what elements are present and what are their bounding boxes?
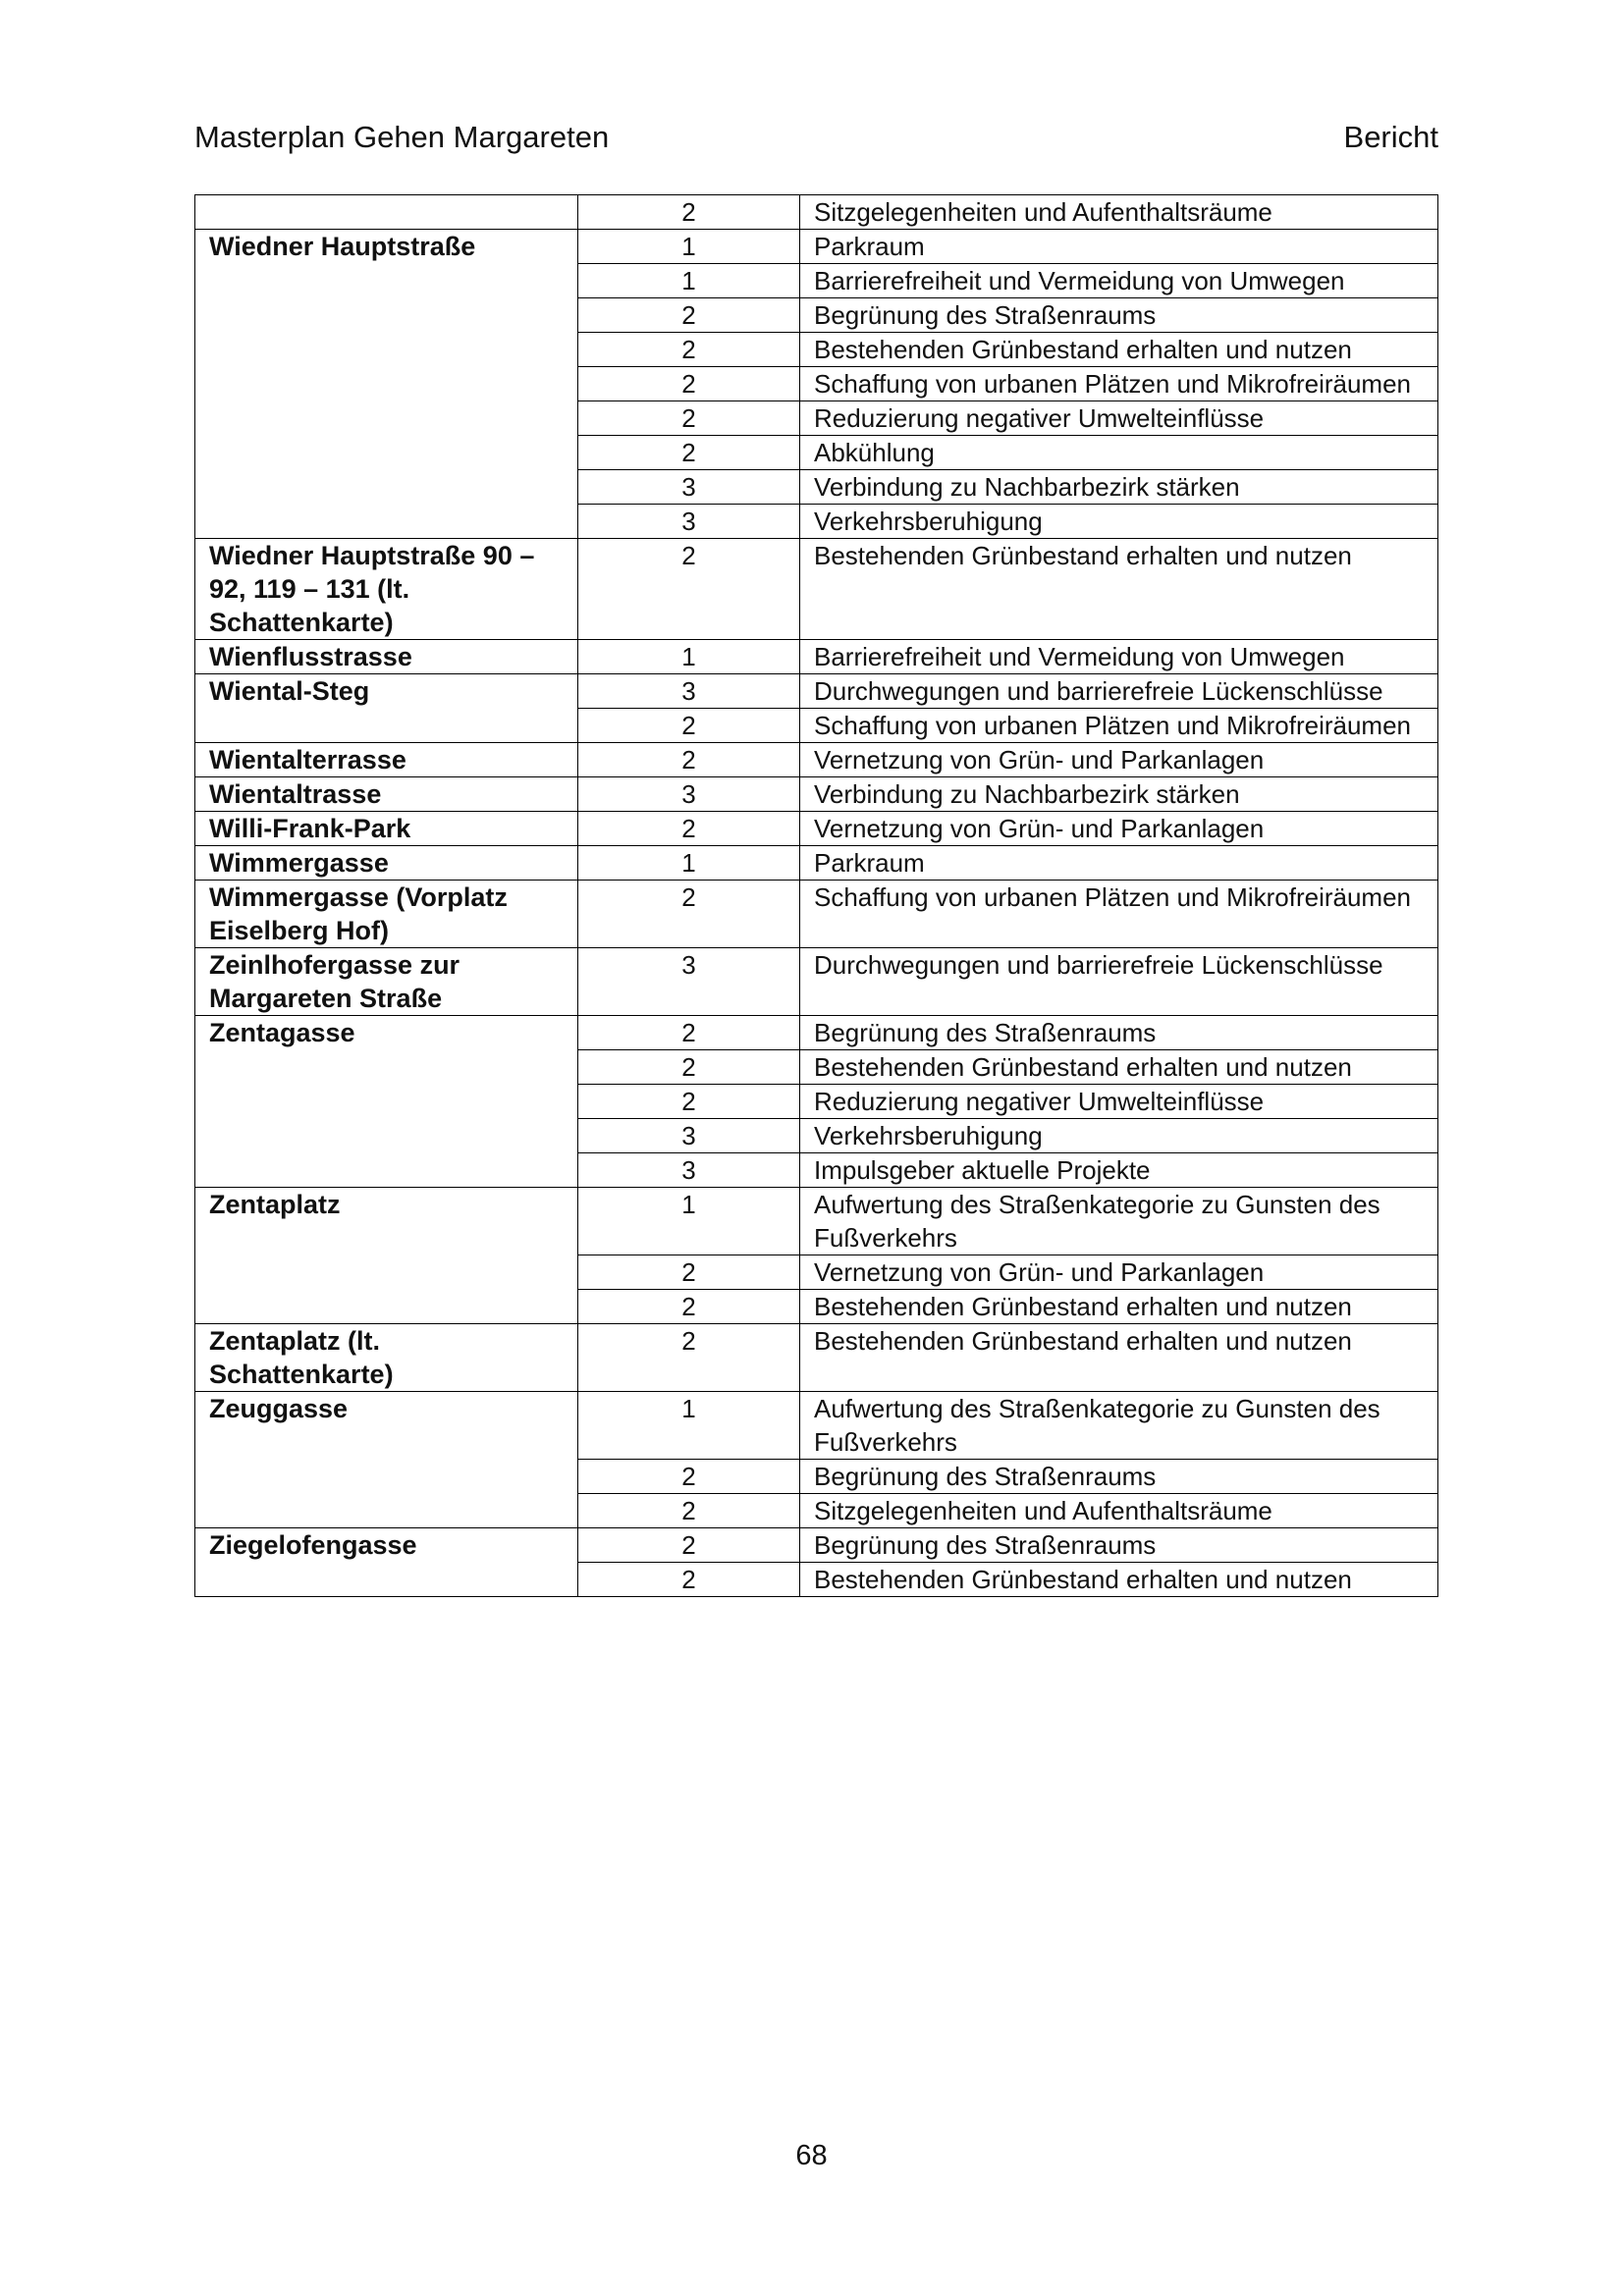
measure-cell: Bestehenden Grünbestand erhalten und nutzen (800, 539, 1438, 640)
measures-table (194, 194, 1438, 1597)
priority-cell: 1 (578, 640, 800, 674)
measure-cell: Durchwegungen und barrierefreie Lückenschlüsse (800, 674, 1438, 709)
measure-cell: Abkühlung (800, 436, 1438, 470)
section-label: Bericht (1343, 120, 1438, 154)
location-cell: Wienflusstrasse (195, 640, 578, 674)
priority-cell: 2 (578, 1460, 800, 1494)
location-cell: Willi-Frank-Park (195, 812, 578, 846)
measure-cell: Impulsgeber aktuelle Projekte (800, 1153, 1438, 1188)
location-cell: Wientalterrasse (195, 743, 578, 777)
table-row (195, 230, 1438, 264)
table-row (195, 881, 1438, 948)
measure-cell: Durchwegungen und barrierefreie Lückenschlüsse (800, 948, 1438, 1016)
table-row (195, 539, 1438, 640)
measure-cell: Parkraum (800, 846, 1438, 881)
priority-cell: 2 (578, 195, 800, 230)
measure-cell: Begrünung des Straßenraums (800, 1528, 1438, 1563)
priority-cell: 2 (578, 709, 800, 743)
measure-cell: Vernetzung von Grün- und Parkanlagen (800, 1255, 1438, 1290)
table-row (195, 948, 1438, 1016)
measure-cell: Bestehenden Grünbestand erhalten und nutzen (800, 1290, 1438, 1324)
table-row (195, 1392, 1438, 1460)
measure-cell: Parkraum (800, 230, 1438, 264)
priority-cell: 2 (578, 333, 800, 367)
priority-cell: 1 (578, 846, 800, 881)
measure-cell: Vernetzung von Grün- und Parkanlagen (800, 812, 1438, 846)
priority-cell: 2 (578, 881, 800, 948)
priority-cell: 3 (578, 777, 800, 812)
measure-cell: Aufwertung des Straßenkategorie zu Gunsten des Fußverkehrs (800, 1188, 1438, 1255)
location-cell: Wientaltrasse (195, 777, 578, 812)
priority-cell: 2 (578, 812, 800, 846)
priority-cell: 1 (578, 1188, 800, 1255)
measure-cell: Reduzierung negativer Umwelteinflüsse (800, 401, 1438, 436)
priority-cell: 2 (578, 1290, 800, 1324)
table-row (195, 812, 1438, 846)
measure-cell: Schaffung von urbanen Plätzen und Mikrofreiräumen (800, 881, 1438, 948)
page-number: 68 (795, 2140, 828, 2171)
location-cell: Wiedner Hauptstraße 90 – 92, 119 – 131 (lt. Schattenkarte) (195, 539, 578, 640)
measure-cell: Schaffung von urbanen Plätzen und Mikrofreiräumen (800, 367, 1438, 401)
priority-cell: 1 (578, 1392, 800, 1460)
measure-cell: Barrierefreiheit und Vermeidung von Umwegen (800, 264, 1438, 298)
measure-cell: Begrünung des Straßenraums (800, 1460, 1438, 1494)
location-cell: Wiental-Steg (195, 674, 578, 743)
priority-cell: 3 (578, 948, 800, 1016)
measure-cell: Verbindung zu Nachbarbezirk stärken (800, 470, 1438, 505)
measure-cell: Barrierefreiheit und Vermeidung von Umwegen (800, 640, 1438, 674)
priority-cell: 1 (578, 230, 800, 264)
measure-cell: Bestehenden Grünbestand erhalten und nutzen (800, 1050, 1438, 1085)
location-cell: Wiedner Hauptstraße (195, 230, 578, 539)
measures-table-body (195, 195, 1438, 1597)
priority-cell: 3 (578, 674, 800, 709)
measure-cell: Begrünung des Straßenraums (800, 298, 1438, 333)
priority-cell: 2 (578, 1494, 800, 1528)
location-cell: Zentaplatz (195, 1188, 578, 1324)
measure-cell: Verkehrsberuhigung (800, 1119, 1438, 1153)
table-row (195, 743, 1438, 777)
table-row (195, 1188, 1438, 1255)
priority-cell: 2 (578, 367, 800, 401)
priority-cell: 1 (578, 264, 800, 298)
priority-cell: 3 (578, 1153, 800, 1188)
location-cell: Zeuggasse (195, 1392, 578, 1528)
priority-cell: 2 (578, 1050, 800, 1085)
priority-cell: 2 (578, 298, 800, 333)
priority-cell: 3 (578, 470, 800, 505)
priority-cell: 2 (578, 743, 800, 777)
table-row (195, 846, 1438, 881)
priority-cell: 3 (578, 1119, 800, 1153)
priority-cell: 2 (578, 401, 800, 436)
priority-cell: 2 (578, 1255, 800, 1290)
location-cell (195, 195, 578, 230)
priority-cell: 2 (578, 1528, 800, 1563)
table-row (195, 1528, 1438, 1563)
document-title: Masterplan Gehen Margareten (194, 120, 610, 154)
location-cell: Zentagasse (195, 1016, 578, 1188)
priority-cell: 3 (578, 505, 800, 539)
measure-cell: Bestehenden Grünbestand erhalten und nutzen (800, 1563, 1438, 1597)
priority-cell: 2 (578, 1324, 800, 1392)
measure-cell: Sitzgelegenheiten und Aufenthaltsräume (800, 1494, 1438, 1528)
measure-cell: Verkehrsberuhigung (800, 505, 1438, 539)
measure-cell: Reduzierung negativer Umwelteinflüsse (800, 1085, 1438, 1119)
priority-cell: 2 (578, 1085, 800, 1119)
location-cell: Ziegelofengasse (195, 1528, 578, 1597)
measure-cell: Bestehenden Grünbestand erhalten und nutzen (800, 333, 1438, 367)
location-cell: Wimmergasse (Vorplatz Eiselberg Hof) (195, 881, 578, 948)
location-cell: Zentaplatz (lt. Schattenkarte) (195, 1324, 578, 1392)
priority-cell: 2 (578, 436, 800, 470)
table-row (195, 777, 1438, 812)
location-cell: Wimmergasse (195, 846, 578, 881)
table-row (195, 1016, 1438, 1050)
measure-cell: Aufwertung des Straßenkategorie zu Gunsten des Fußverkehrs (800, 1392, 1438, 1460)
table-row (195, 195, 1438, 230)
table-row (195, 640, 1438, 674)
measure-cell: Verbindung zu Nachbarbezirk stärken (800, 777, 1438, 812)
measure-cell: Begrünung des Straßenraums (800, 1016, 1438, 1050)
measure-cell: Bestehenden Grünbestand erhalten und nutzen (800, 1324, 1438, 1392)
table-row (195, 674, 1438, 709)
priority-cell: 2 (578, 1563, 800, 1597)
measure-cell: Sitzgelegenheiten und Aufenthaltsräume (800, 195, 1438, 230)
measure-cell: Vernetzung von Grün- und Parkanlagen (800, 743, 1438, 777)
location-cell: Zeinlhofergasse zur Margareten Straße (195, 948, 578, 1016)
priority-cell: 2 (578, 539, 800, 640)
measure-cell: Schaffung von urbanen Plätzen und Mikrofreiräumen (800, 709, 1438, 743)
priority-cell: 2 (578, 1016, 800, 1050)
table-row (195, 1324, 1438, 1392)
